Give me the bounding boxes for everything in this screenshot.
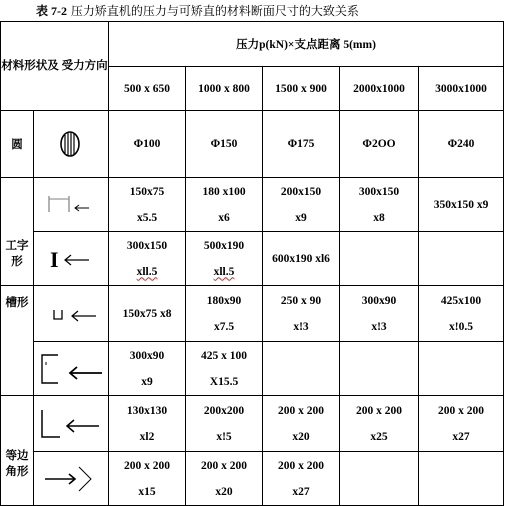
angle-tip-arrow-icon — [41, 461, 101, 497]
value-cell: 600x190 xl6 — [263, 232, 340, 286]
table-row — [1, 342, 504, 396]
table-row — [1, 111, 504, 178]
value-cell: Φ175 — [263, 111, 340, 178]
value-line: 425 x 100 — [201, 349, 247, 362]
value-line: 425x100 — [440, 294, 482, 307]
value-cell — [340, 342, 419, 396]
column-header: 2000x1000 — [340, 67, 419, 111]
value-cell — [186, 232, 263, 286]
value-cell — [186, 286, 263, 342]
value-line: 200 x 200 — [278, 459, 324, 472]
value-line: 250 x 90 — [280, 294, 322, 307]
pressure-variable: p(kN) — [259, 39, 288, 51]
value-line: X15.5 — [209, 375, 239, 388]
group-label-angle — [1, 396, 34, 506]
shape-cell — [34, 286, 109, 342]
value-cell — [419, 286, 504, 342]
value-cell — [263, 286, 340, 342]
group-label-line: 等边 — [5, 450, 29, 462]
column-header: 3000x1000 — [419, 67, 504, 111]
group-label-line: 角形 — [5, 466, 29, 478]
value-line: x27 — [452, 430, 470, 443]
column-header: 1500 x 900 — [263, 67, 340, 111]
i-beam-arrow-icon — [45, 246, 97, 272]
column-header: 500 x 650 — [109, 67, 186, 111]
value-line: x9 — [295, 211, 307, 224]
shape-cell — [34, 342, 109, 396]
value-cell — [419, 232, 504, 286]
value-line: x20 — [215, 485, 233, 498]
span-distance-label: ×支点距离 5(mm) — [287, 39, 376, 51]
value-cell — [340, 452, 419, 506]
value-line: 200 x 200 — [124, 459, 170, 472]
pressure-label: 压力 — [236, 39, 260, 51]
value-line: x7.5 — [213, 320, 235, 333]
value-cell — [186, 396, 263, 452]
value-line: 300x90 — [129, 349, 165, 362]
value-cell — [419, 396, 504, 452]
group-label-line: 形 — [11, 256, 23, 268]
value-cell: Φ150 — [186, 111, 263, 178]
caption-number: 表 7-2 — [36, 4, 67, 18]
shape-cell — [34, 452, 109, 506]
value-cell — [340, 178, 419, 232]
value-line: 200 x 200 — [278, 404, 324, 417]
value-line: x9 — [141, 375, 153, 388]
value-cell: 150x75 x8 — [109, 286, 186, 342]
table-row — [1, 396, 504, 452]
round-bar-hatched-icon — [58, 129, 84, 159]
value-line: xll.5 — [213, 265, 235, 278]
material-shape-header: 材料形状及 受力方向 — [1, 22, 109, 111]
value-line: x15 — [138, 485, 156, 498]
shape-cell — [34, 396, 109, 452]
value-cell — [109, 396, 186, 452]
value-line: x!3 — [371, 320, 387, 333]
value-cell — [186, 342, 263, 396]
table-caption — [36, 2, 359, 19]
value-line: 500x190 — [203, 239, 245, 252]
angle-arrow-icon — [37, 406, 105, 442]
pressure-table — [0, 21, 504, 506]
table-row — [1, 452, 504, 506]
value-cell — [109, 452, 186, 506]
i-beam-side-arrow-icon — [45, 192, 97, 218]
value-line: x6 — [218, 211, 230, 224]
shape-cell — [34, 232, 109, 286]
value-cell — [109, 342, 186, 396]
value-cell — [340, 286, 419, 342]
value-line: x!3 — [293, 320, 309, 333]
value-cell — [109, 232, 186, 286]
value-line: x8 — [373, 211, 385, 224]
table-row — [1, 232, 504, 286]
column-header: 1000 x 800 — [186, 67, 263, 111]
table-row — [1, 286, 504, 342]
value-cell — [419, 452, 504, 506]
value-line: 200x200 — [203, 404, 245, 417]
value-line: 300x90 — [361, 294, 397, 307]
value-cell — [109, 178, 186, 232]
channel-arrow-icon — [42, 302, 100, 326]
caption-text: 压力矫直机的压力与可矫直的材料断面尺寸的大致关系 — [67, 4, 359, 18]
value-line: x!0.5 — [449, 320, 474, 333]
value-line: 300x150 — [358, 185, 400, 198]
value-cell — [263, 396, 340, 452]
value-line: x!5 — [216, 430, 232, 443]
value-line: xl2 — [139, 430, 155, 443]
value-cell: Φ240 — [419, 111, 504, 178]
value-cell: Φ2OO — [340, 111, 419, 178]
value-cell: 350x150 x9 — [419, 178, 504, 232]
table-row — [1, 178, 504, 232]
value-cell — [340, 232, 419, 286]
value-line: 180 x100 — [202, 185, 246, 198]
value-line: x5.5 — [136, 211, 158, 224]
value-cell — [186, 178, 263, 232]
value-cell — [263, 452, 340, 506]
value-line: x27 — [292, 485, 310, 498]
pressure-header — [109, 22, 504, 67]
shape-cell — [34, 178, 109, 232]
value-cell — [263, 342, 340, 396]
value-line: 130x130 — [126, 404, 168, 417]
value-line: 200x150 — [280, 185, 322, 198]
value-line: 200 x 200 — [438, 404, 485, 417]
group-label-channel: 槽形 — [1, 286, 34, 396]
group-label-i-beam — [1, 178, 34, 286]
value-line: xll.5 — [136, 265, 158, 278]
group-label-round: 圆 — [1, 111, 34, 178]
shape-cell — [34, 111, 109, 178]
group-label-line: 工字 — [5, 240, 29, 252]
value-cell — [419, 342, 504, 396]
value-cell — [186, 452, 263, 506]
value-line: x25 — [370, 430, 388, 443]
svg-text:I: I — [50, 246, 59, 272]
value-cell: Φ100 — [109, 111, 186, 178]
channel-open-arrow-icon — [36, 351, 106, 387]
value-cell — [263, 178, 340, 232]
value-line: x20 — [292, 430, 310, 443]
value-line: 180x90 — [206, 294, 242, 307]
value-line: 150x75 — [129, 185, 165, 198]
value-line: 200 x 200 — [356, 404, 402, 417]
value-line: 300x150 — [126, 239, 168, 252]
value-cell — [340, 396, 419, 452]
value-line: 200 x 200 — [201, 459, 247, 472]
header-row — [1, 22, 504, 67]
